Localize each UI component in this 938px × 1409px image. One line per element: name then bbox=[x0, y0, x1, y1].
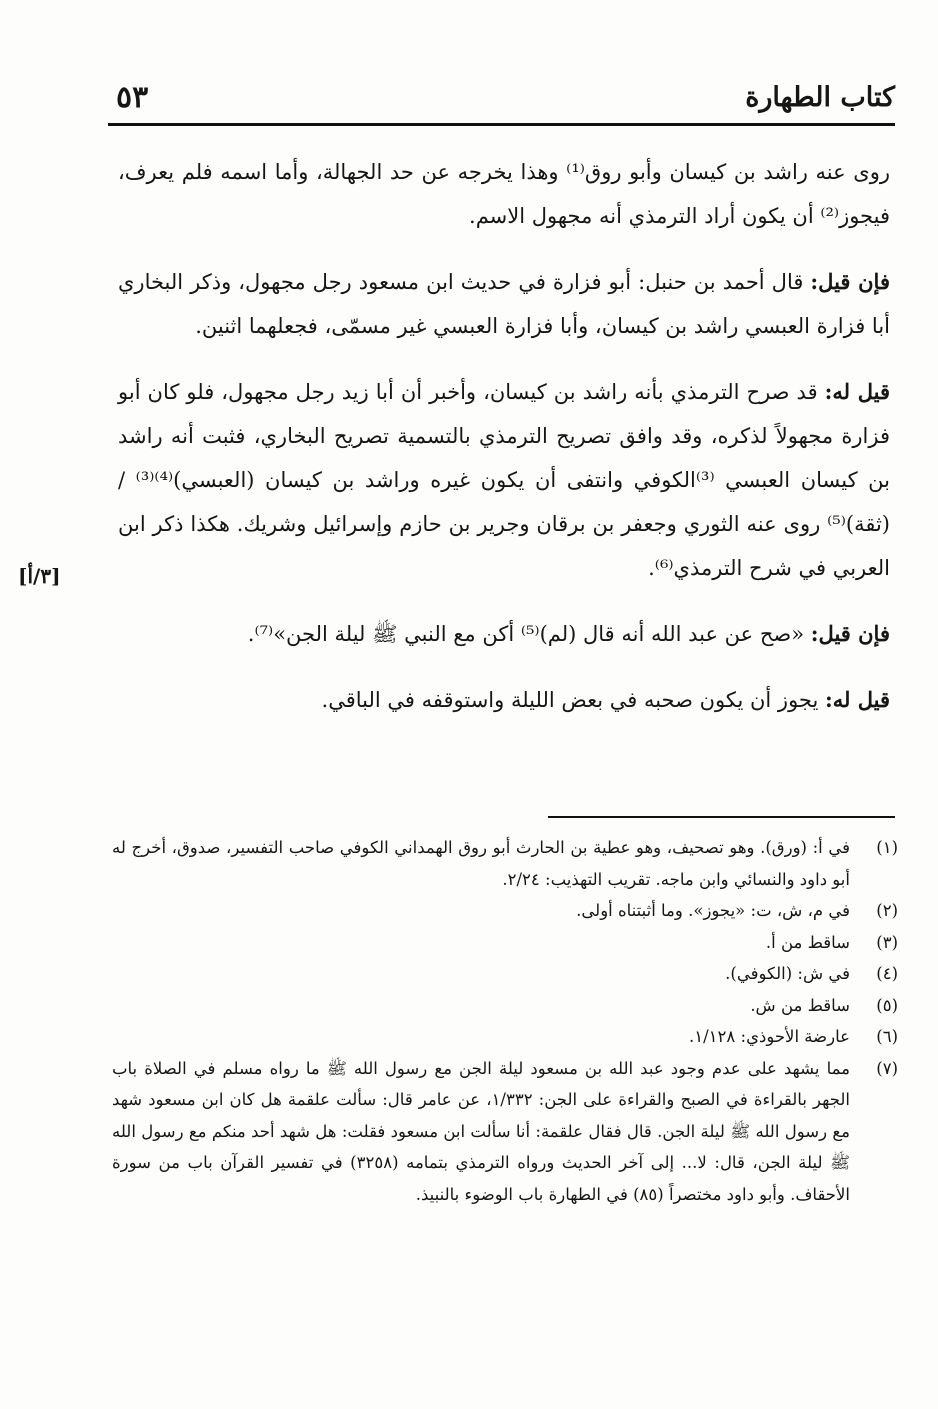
footnote-separator bbox=[548, 816, 895, 818]
manuscript-folio-note: [٣/أ] bbox=[18, 564, 61, 588]
footnote bbox=[112, 895, 898, 927]
footnote bbox=[112, 927, 898, 959]
chapter-title: كتاب الطهارة bbox=[745, 82, 895, 113]
footnote bbox=[112, 1021, 898, 1053]
footnote-text: في ش: (الكوفي). bbox=[725, 964, 850, 983]
footnote-number: (١) bbox=[876, 838, 898, 857]
paragraph-4-text: «صح عن عبد الله أنه قال (لم)⁽⁵⁾ أكن مع النبي ﷺ ليلة الجن»⁽⁷⁾. bbox=[247, 622, 811, 646]
footnote bbox=[112, 1053, 898, 1211]
footnote-number: (٣) bbox=[876, 932, 898, 952]
paragraph-3-text: قد صرح الترمذي بأنه راشد بن كيسان، وأخبر أن أبا زيد رجل مجهول، فلو كان أبو فزارة مجهولاً لذكره، وقد وافق تصريح الترمذي بالتسمية تصريح البخاري، فثبت أنه راشد بن كيسان العبسي ⁽³⁾الكوفي وانتفى أن يكون غيره وراشد بن كيسان (العبسي)⁽⁴⁾⁽³⁾ / (ثقة)⁽⁵⁾ روى عنه الثوري وجعفر بن برقان وجرير بن حازم وإسرائيل وشريك. هكذا ذكر ابن العربي في شرح الترمذي⁽⁶⁾. bbox=[118, 380, 890, 580]
footnote-text: عارضة الأحوذي: ١/١٢٨. bbox=[689, 1027, 850, 1046]
page-number: ٥٣ bbox=[116, 80, 149, 115]
paragraph-1-text: روى عنه راشد بن كيسان وأبو روق⁽¹⁾ وهذا يخرجه عن حد الجهالة، وأما اسمه فلم يعرف، فيجوز⁽²⁾ أن يكون أراد الترمذي أنه مجهول الاسم. bbox=[118, 160, 890, 228]
footnote-text: ساقط من ش. bbox=[750, 995, 850, 1015]
header-rule bbox=[108, 123, 895, 126]
paragraph-1 bbox=[118, 150, 890, 238]
paragraph-3-lead: قيل له: bbox=[824, 379, 890, 404]
paragraph-5-lead: قيل له: bbox=[825, 687, 890, 712]
footnote-number: (٥) bbox=[876, 995, 898, 1015]
footnote-text: ساقط من أ. bbox=[765, 932, 850, 952]
footnotes bbox=[112, 832, 898, 1210]
paragraph-2 bbox=[118, 260, 890, 348]
footnote-number: (٦) bbox=[876, 1027, 898, 1046]
paragraph-3 bbox=[118, 370, 890, 590]
footnote-text: مما يشهد على عدم وجود عبد الله بن مسعود ليلة الجن مع رسول الله ﷺ ما رواه مسلم في الصلاة باب الجهر بالقراءة في الصبح والقراءة على الجن: ١/٣٣٢، عن عامر قال: سألت علقمة هل كان ابن مسعود شهد مع رسول الله ﷺ ليلة الجن. قال فقال علقمة: أنا سألت ابن مسعود فقلت: هل شهد أحد منكم مع رسول الله ﷺ ليلة الجن، قال: لا... إلى آخر الحديث ورواه الترمذي بتمامه (٣٢٥٨) في تفسير القرآن باب من سورة الأحقاف. وأبو داود مختصراً (٨٥) في الطهارة باب الوضوء بالنبيذ. bbox=[112, 1058, 850, 1204]
paragraph-4-lead: فإن قيل: bbox=[810, 621, 890, 646]
paragraph-5 bbox=[118, 678, 890, 722]
footnote-number: (٧) bbox=[876, 1058, 898, 1078]
footnote-text: في أ: (ورق). وهو تصحيف، وهو عطية بن الحارث أبو روق الهمداني الكوفي صاحب التفسير، صدوق، أخرج له أبو داود والنسائي وابن ماجه. تقريب التهذيب: ٢/٢٤. bbox=[112, 838, 850, 889]
footnote bbox=[112, 832, 898, 895]
page-header bbox=[108, 78, 895, 118]
footnote-number: (٤) bbox=[876, 964, 898, 983]
footnote-text: في م، ش، ت: «يجوز». وما أثبتناه أولى. bbox=[576, 901, 850, 920]
main-text bbox=[118, 150, 890, 722]
paragraph-2-lead: فإن قيل: bbox=[810, 269, 890, 294]
paragraph-2-text: قال أحمد بن حنبل: أبو فزارة في حديث ابن مسعود رجل مجهول، وذكر البخاري أبا فزارة العبسي راشد بن كيسان، وأبا فزارة العبسي غير مسمّى، فجعلهما اثنين. bbox=[118, 270, 890, 338]
paragraph-5-text: يجوز أن يكون صحبه في بعض الليلة واستوقفه في الباقي. bbox=[321, 688, 825, 712]
footnote bbox=[112, 958, 898, 990]
paragraph-4 bbox=[118, 612, 890, 656]
footnote-number: (٢) bbox=[876, 901, 898, 920]
footnote bbox=[112, 990, 898, 1022]
